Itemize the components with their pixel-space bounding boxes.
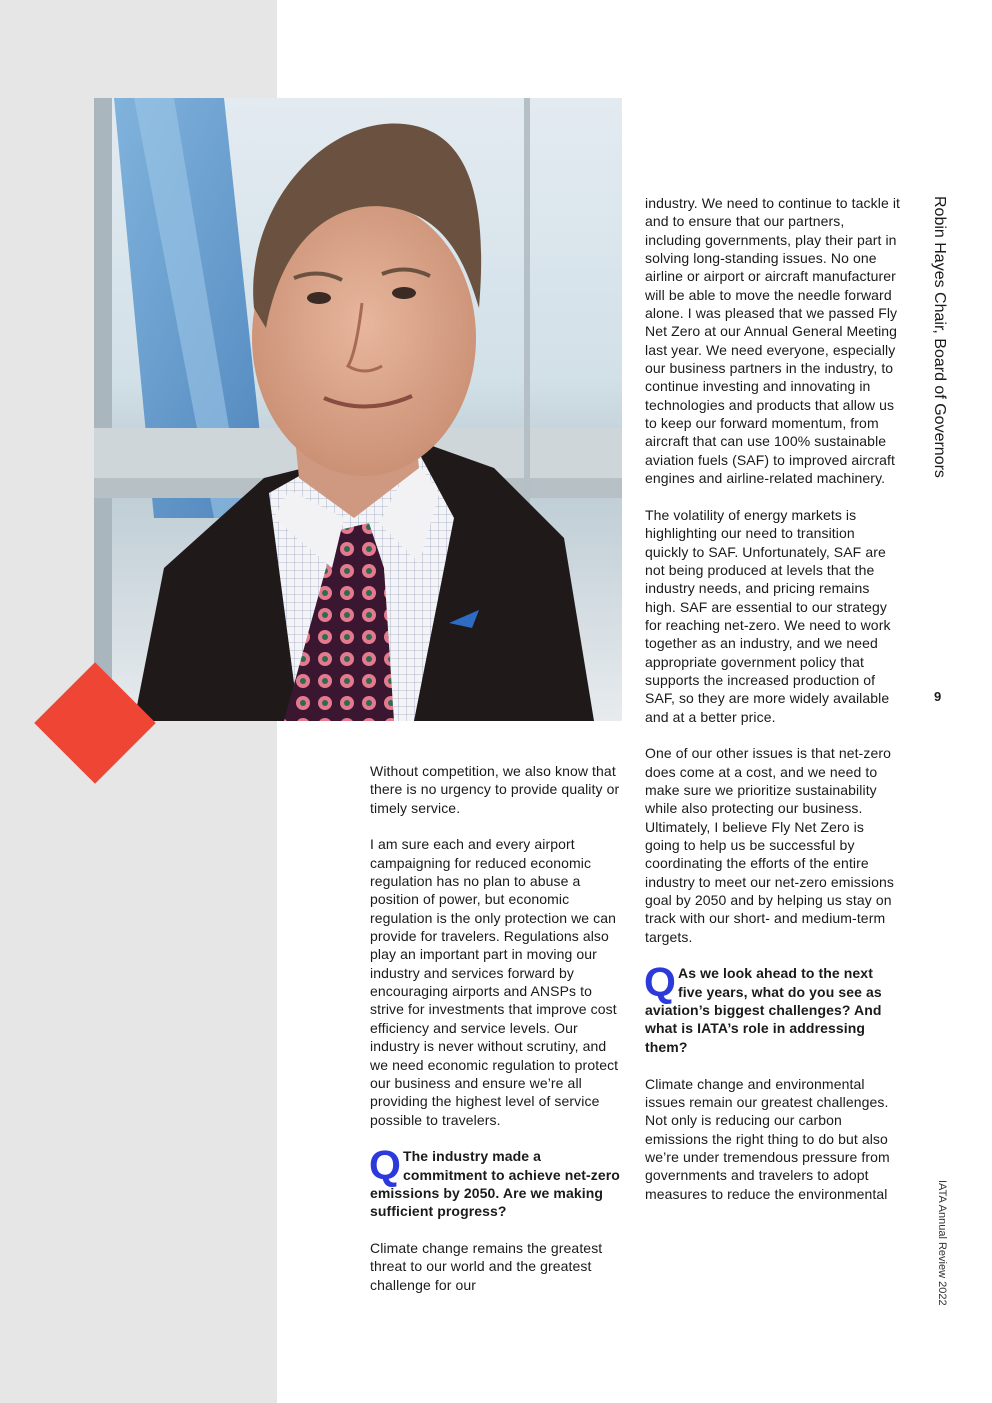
answer-paragraph: Climate change remains the greatest threat to our world and the greatest challenge for our [370,1239,603,1293]
paragraph: I am sure each and every airport campaigning for reduced economic regulation has no plan to abuse a position of power, but economic regulation is the only protection we can provide for travelers. Regulations also play an important part in moving our industry and services forward by encouraging airports and ANSPs to strive for investments that improve cost efficiency and service levels. Our industry is never without scrutiny, and we need economic regulation to protect our business and ensure we’re all providing the highest level of service possible to travelers. [370,836,619,1128]
paragraph: Without competition, we also know that there is no urgency to provide quality or timely service. [370,763,620,816]
question-block [369,1142,622,1220]
page-number: 9 [934,689,942,704]
paragraph: industry. We need to continue to tackle it and to ensure that our partners, including governments, play their part in solving long-standing issues. No one airline or airport or aircraft manufacturer will be able to move the needle forward alone. I was pleased that we passed Fly Net Zero at our Annual General Meeting last year. We need everyone, especially our business partners in the industry, to continue investing and innovating in technologies and products that allow us to keep our forward momentum, from aircraft that can use 100% sustainable aviation fuels (SAF) to improved aircraft engines and airline-related machinery. [645,195,901,487]
question-text: The industry made a commitment to achieve net-zero emissions by 2050. Are we making sufficient progress? [370,1148,620,1220]
portrait-photo [94,98,622,721]
paragraph: One of our other issues is that net-zero does come at a cost, and we need to make sure we prioritize sustainability while also protecting our business. Ultimately, I believe Fly Net Zero is going to help us be successful by coordinating the efforts of the entire industry to meet our net-zero emissions goal by 2050 and by helping us stay on track with our short- and medium-term targets. [645,745,895,945]
q-mark-icon: Q [369,1142,401,1189]
question-block [644,959,901,1056]
right-text-column [645,194,901,1221]
speaker-title: Robin Hayes Chair, Board of Governors [931,196,948,478]
left-text-column [370,762,622,1312]
paragraph: The volatility of energy markets is highlighting our need to transition quickly to SAF. Unfortunately, SAF are not being produced at levels that the industry needs, and pricing remains high. SAF are essential to our strategy for reaching net-zero. We need to work together as an industry, and we need appropriate government policy that supports the increased production of SAF, so they are more widely available and at a better price. [645,506,891,725]
publication-footer: IATA Annual Review 2022 [936,1180,948,1306]
q-mark-icon: Q [644,959,676,1006]
answer-paragraph: Climate change and environmental issues remain our greatest challenges. Not only is reducing our carbon emissions the right thing to do but also we’re under tremendous pressure from governments and travelers to adopt measures to reduce the environmental [645,1075,890,1202]
question-text: As we look ahead to the next five years, what do you see as aviation’s biggest challenges? And what is IATA’s role in addressing them? [645,965,882,1055]
